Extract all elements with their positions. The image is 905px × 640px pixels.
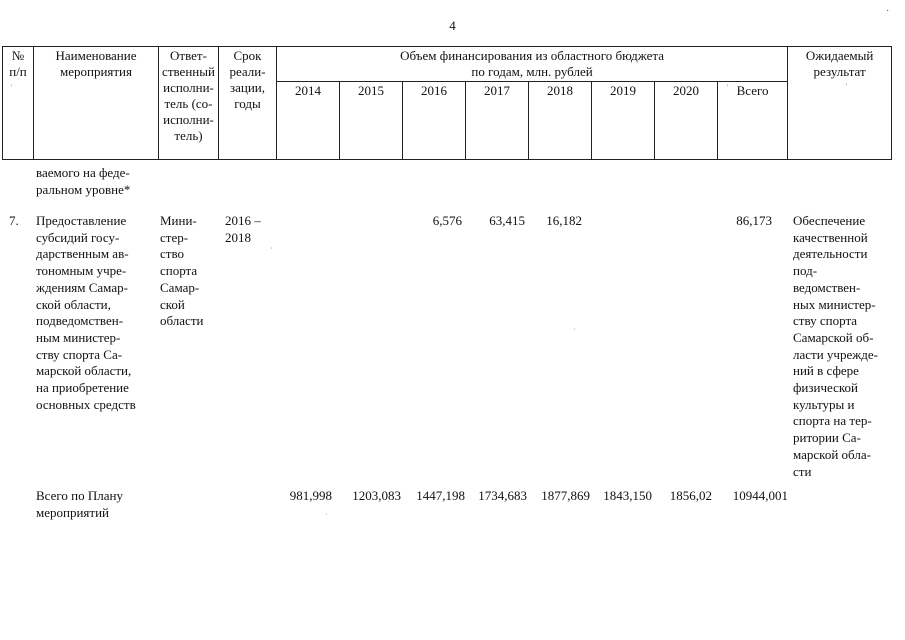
row-responsible: Мини- стер- ство спорта Самар- ской области bbox=[160, 213, 204, 329]
total-label: Всего по Плану мероприятий bbox=[36, 488, 123, 520]
header-year: 2017 bbox=[466, 82, 529, 160]
total-value-2017: 1734,683 bbox=[478, 488, 527, 503]
row-result: Обеспечение качественной деятельности под- ведомствен- ных министер- ству спорта Самарской об- ласти учрежде- ний в сфере физической культуры и спорта на тер- ритории Са- марской обла- сти bbox=[793, 213, 878, 479]
scan-speck: · bbox=[325, 510, 328, 519]
row-number: 7. bbox=[9, 213, 19, 228]
carryover-text: ваемого на феде- ральном уровне* bbox=[36, 165, 131, 197]
header-term: Срок реали- зации, годы bbox=[219, 47, 277, 160]
header-result: Ожидаемый результат bbox=[788, 47, 892, 160]
total-value-2014: 981,998 bbox=[289, 488, 332, 503]
total-value-all: 10944,001 bbox=[732, 488, 788, 503]
header-funding: Объем финансирования из областного бюджета по годам, млн. рублей bbox=[277, 47, 788, 82]
total-value-2020: 1856,02 bbox=[669, 488, 712, 503]
scan-mark: · bbox=[886, 6, 890, 17]
header-year: 2014 bbox=[277, 82, 340, 160]
scan-speck: · bbox=[270, 244, 273, 253]
row-value-total: 86,173 bbox=[736, 213, 772, 228]
header-year: 2020 bbox=[655, 82, 718, 160]
total-value-2018: 1877,869 bbox=[541, 488, 590, 503]
header-number: № п/п bbox=[3, 47, 34, 160]
header-year: 2015 bbox=[340, 82, 403, 160]
funding-table-header bbox=[2, 46, 892, 160]
scan-speck: ' bbox=[846, 82, 848, 91]
row-value-2016: 6,576 bbox=[432, 213, 462, 228]
scan-speck: ' bbox=[11, 83, 13, 92]
total-value-2016: 1447,198 bbox=[416, 488, 465, 503]
row-value-2017: 63,415 bbox=[489, 213, 525, 228]
header-year: 2016 bbox=[403, 82, 466, 160]
header-year: 2019 bbox=[592, 82, 655, 160]
page-number: 4 bbox=[449, 18, 456, 33]
header-year-total: Всего bbox=[718, 82, 788, 160]
total-value-2019: 1843,150 bbox=[603, 488, 652, 503]
row-name: Предоставление субсидий госу- дарственным ав- тономным учре- ждениям Самар- ской области, подведомствен- ным министер- ству спорта Са- марской области, на приобретение основных средств bbox=[36, 213, 136, 412]
header-name: Наименование мероприятия bbox=[34, 47, 159, 160]
header-year: 2018 bbox=[529, 82, 592, 160]
scan-speck: ' bbox=[727, 83, 729, 92]
scan-speck: · bbox=[573, 325, 576, 334]
total-value-2015: 1203,083 bbox=[352, 488, 401, 503]
row-term: 2016 – 2018 bbox=[225, 213, 261, 245]
row-value-2018: 16,182 bbox=[546, 213, 582, 228]
header-responsible: Ответ- ственный исполни- тель (со- исполни- тель) bbox=[159, 47, 219, 160]
